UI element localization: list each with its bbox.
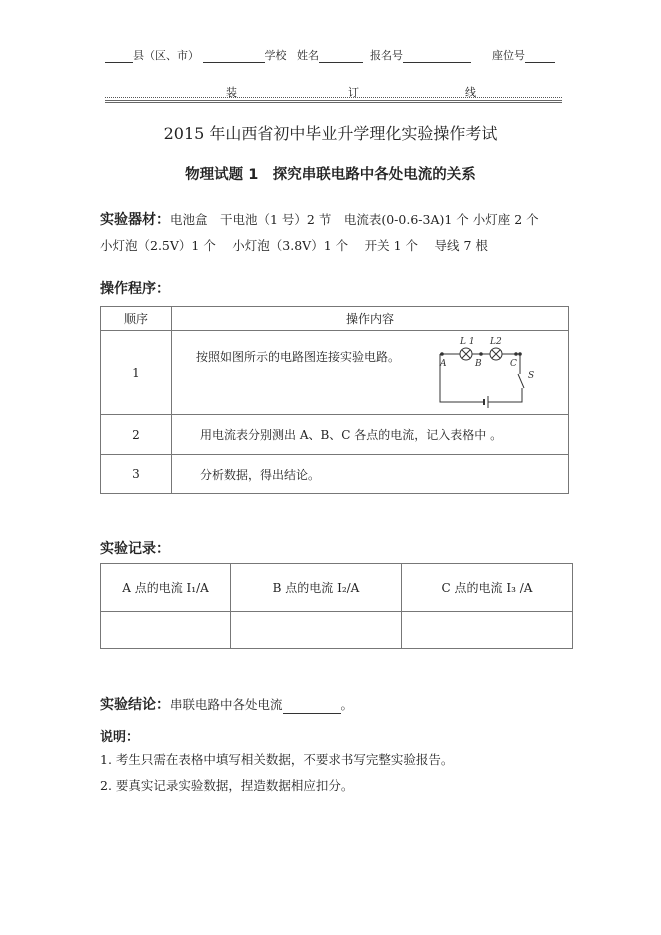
label-s: S (528, 371, 535, 381)
label-c: C (510, 359, 517, 369)
notes-label: 说明： (100, 730, 140, 745)
binding-char: 装 (226, 86, 237, 99)
step-number: 1 (101, 331, 172, 415)
label-a: A (440, 359, 447, 369)
note-item: 2. 要真实记录实验数据，捏造数据相应扣分。 (100, 778, 354, 793)
binding-char: 订 (348, 86, 359, 99)
conclusion-blank[interactable] (283, 700, 341, 714)
input-cell-b[interactable] (231, 612, 402, 649)
label-l1: L 1 (460, 337, 475, 347)
step-text: 分析数据，得出结论。 (172, 455, 569, 494)
label-b: B (475, 359, 482, 369)
header-cell: 操作内容 (172, 307, 569, 331)
header-cell: A 点的电流 I₁/A (101, 564, 231, 612)
header-cell: C 点的电流 I₃ /A (402, 564, 573, 612)
procedure-table (100, 306, 569, 494)
conclusion-text: 串联电路中各处电流 (170, 697, 283, 712)
equipment-line: 电池盒 干电池（1 号）2 节 电流表(0-0.6-3A)1 个 小灯座 2 个 (170, 212, 539, 227)
step-number: 2 (101, 415, 172, 455)
table-row (101, 331, 569, 415)
header-cell: 顺序 (101, 307, 172, 331)
table-row (101, 455, 569, 494)
name-label: 姓名 (297, 49, 319, 62)
seat-label: 座位号 (491, 49, 525, 62)
equipment-label: 实验器材： (100, 212, 170, 228)
step-text: 用电流表分别测出 A、B、C 各点的电流，记入表格中 。 (172, 415, 569, 455)
record-label: 实验记录： (100, 541, 170, 557)
equipment-line: 小灯泡（2.5V）1 个 小灯泡（3.8V）1 个 开关 1 个 导线 7 根 (100, 238, 488, 253)
candidate-info-line (105, 47, 555, 63)
page-title: 2015 年山西省初中毕业升学理化实验操作考试 (163, 124, 498, 143)
procedure-label: 操作程序： (100, 281, 170, 297)
table-row (101, 612, 573, 649)
reg-label: 报名号 (370, 49, 403, 62)
circuit-diagram (434, 334, 554, 410)
label-l2: L2 (490, 337, 502, 347)
binding-line (105, 100, 562, 103)
step-number: 3 (101, 455, 172, 494)
conclusion-label: 实验结论： (100, 697, 170, 713)
record-table (100, 563, 573, 649)
input-cell-a[interactable] (101, 612, 231, 649)
note-item: 1. 考生只需在表格中填写相关数据，不要求书写完整实验报告。 (100, 752, 454, 767)
table-row (101, 415, 569, 455)
header-cell: B 点的电流 I₂/A (231, 564, 402, 612)
school-label: 学校 (264, 49, 287, 62)
step-text: 按照如图所示的电路图连接实验电路。 (196, 350, 401, 364)
input-cell-c[interactable] (402, 612, 573, 649)
page-subtitle: 物理试题 1 探究串联电路中各处电流的关系 (185, 167, 476, 183)
binding-dotted-line (105, 97, 562, 98)
county-label: 县（区、市） (133, 49, 199, 62)
conclusion-end: 。 (340, 697, 354, 712)
binding-char: 线 (465, 86, 476, 99)
